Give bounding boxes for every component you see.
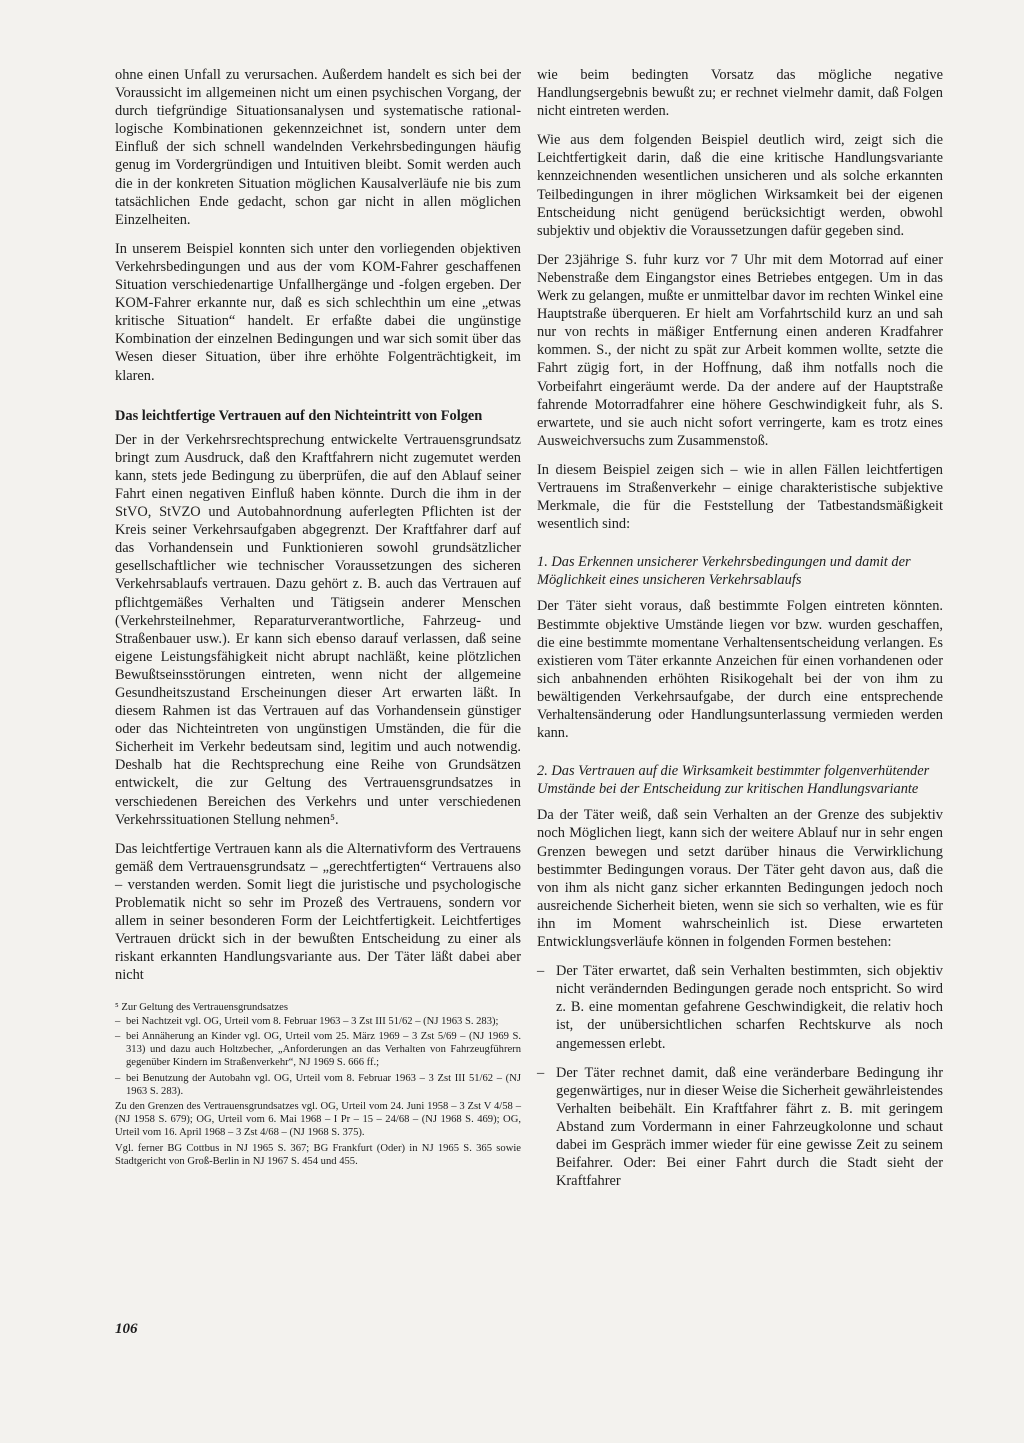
section-heading: Das leichtfertige Vertrauen auf den Nichteintritt von Folgen (115, 407, 483, 424)
footnote-item: – bei Annäherung an Kinder vgl. OG, Urteil vom 25. März 1969 – 3 Zst 5/69 – (NJ 1969 S. 313) und dazu auch Holtzbecher, „Anforderungen an das Verhalten von Fahrzeugführern gegenüber Kindern im Straßenverkehr“, NJ 1969 S. 666 ff.; (115, 1030, 521, 1070)
subsection-heading: 1. Das Erkennen unsicherer Verkehrsbedingungen und damit der Möglichkeit eines unsicheren Verkehrsablaufs (537, 554, 911, 589)
subsection-heading: 2. Das Vertrauen auf die Wirksamkeit bestimmter folgenverhütender Umstände bei der Entscheidung zur kritischen Handlungsvariante (537, 763, 930, 798)
paragraph: ohne einen Unfall zu verursachen. Außerdem handelt es sich bei der Voraussicht im allgemeinen nicht um einen psychischen Vorgang, der durch tiefgründige Situationsanalysen und systematische rational-logische Kombinationen gekennzeichnet ist, sondern unter dem Einfluß der sich schnell wandelnden Verkehrsbedingungen häufig genug im Vordergründigen und Intuitiven bleibt. Somit werden auch die in der konkreten Situation möglichen Kausalverläufe nie bis zum tatsächlichen Ende gedacht, schon gar nicht in allen möglichen Einzelheiten. (115, 67, 521, 228)
paragraph: wie beim bedingten Vorsatz das mögliche negative Handlungsergebnis bewußt zu; er rechnet vielmehr damit, daß Folgen nicht eintreten werden. (537, 67, 943, 120)
paragraph: In diesem Beispiel zeigen sich – wie in allen Fällen leichtfertigen Vertrauens im Straßenverkehr – einige charakteristische subjektive Merkmale, die für die Feststellung der Tatbestandsmäßigkeit wesentlich sind: (537, 461, 943, 533)
paragraph: Der 23jährige S. fuhr kurz vor 7 Uhr mit dem Motorrad auf einer Nebenstraße dem Eingangstor eines Betriebes entgegen. Um in das Werk zu gelangen, mußte er unmittelbar davor im rechten Winkel eine Hauptstraße überqueren. Er hielt am Vorfahrtschild kurz an und sah nur von rechts in mäßiger Entfernung einen anderen Kradfahrer kommen. S., der nicht zu spät zur Arbeit kommen wollte, setzte die Fahrt zügig fort, in der Hoffnung, daß ihm notfalls noch die Vorbeifahrt eingeräumt werde. Da der andere auf der Hauptstraße fahrende Motorradfahrer eine höhere Geschwindigkeit fuhr, als S. erwartete, und sie auch nicht sofort verringerte, kam es trotz eines Ausweichversuchs zum Zusammenstoß. (537, 251, 943, 449)
paragraph: Das leichtfertige Vertrauen kann als die Alternativform des Vertrauens gemäß dem Vertrauensgrundsatz – „gerechtfertigten“ Vertrauens also – verstanden werden. Somit liegt die juristische und psychologische Problematik nicht so sehr im Prozeß des Vertrauens, sondern vor allem in seiner besonderen Form der Leichtfertigkeit. Leichtfertiges Vertrauen drückt sich in der bewußten Entscheidung zu einer als riskant erkannten Handlungsvariante aus. Der Täter läßt dabei aber nicht (115, 840, 521, 984)
footnote-item: Vgl. ferner BG Cottbus in NJ 1965 S. 367; BG Frankfurt (Oder) in NJ 1965 S. 365 sowie Stadtgericht von Groß-Berlin in NJ 1967 S. 454 und 455. (115, 1142, 521, 1167)
dash-list (537, 962, 943, 1190)
paragraph: Der Täter sieht voraus, daß bestimmte Folgen eintreten könnten. Bestimmte objektive Umstände liegen vor bzw. wurden geschaffen, die eine bestimmte momentane Verhaltensentscheidung verlangen. Es existieren vom Täter erkannte Anzeichen für einen vorhandenen oder sich anbahnenden erhöhten Risikogehalt bei der von ihm zu bewältigenden Verkehrsaufgabe, der durch eine entsprechende Verhaltensänderung oder Handlungsunterlassung vermieden werden kann. (537, 598, 943, 742)
footnote-item: – bei Benutzung der Autobahn vgl. OG, Urteil vom 8. Februar 1963 – 3 Zst III 51/62 – (NJ 1963 S. 283). (115, 1072, 521, 1098)
left-column (115, 66, 521, 1170)
paragraph: Der in der Verkehrsrechtsprechung entwickelte Vertrauensgrundsatz bringt zum Ausdruck, daß den Kraftfahrern nicht zugemutet werden kann, stets jede Bedingung zu überprüfen, die auf den Ablauf seiner Fahrt einen negativen Einfluß haben könnte. Durch die ihm in der StVO, StVZO und Autobahnordnung auferlegten Pflichten ist der Kreis seiner Verkehrsaufgaben abgegrenzt. Der Kraftfahrer darf auf das Vorhandensein und Funktionieren sowohl grundsätzlicher gesellschaftlicher wie technischer Voraussetzungen des sicheren Verkehrsablaufs vertrauen. Dazu gehört z. B. auch das Vertrauen auf pflichtgemäßes Verhalten und Tätigsein anderer Menschen (Verkehrsteilnehmer, Reparaturverantwortliche, Fahrzeug- und Straßenbauer usw.). Er kann sich ebenso darauf verlassen, daß seine eigene Leistungsfähigkeit nicht abrupt nachläßt, keine plötzlichen Bewußtseinsstörungen eintreten, wenn nicht der allgemeine Gesundheitszustand Erscheinungen dieser Art erwarten läßt. In diesem Rahmen ist das Vertrauen auf das Vorhandensein günstiger oder das Nichteintreten von ungünstigen Umständen, die für die Sicherheit im Verkehr bedeutsam sind, legitim und auch notwendig. Deshalb hat die Rechtsprechung eine Reihe von Grundsätzen entwickelt, die zur Geltung des Vertrauensgrundsatzes in verschiedenen Bereichen des Verkehrs und unter verschiedenen Verkehrssituationen Stellung nehmen⁵. (115, 431, 521, 828)
paragraph: Wie aus dem folgenden Beispiel deutlich wird, zeigt sich die Leichtfertigkeit darin, daß die eine kritische Handlungsvariante kennzeichnenden wesentlichen unsicheren und als solche erkannten Teilbedingungen in ihrer möglichen Wirksamkeit bei der eigenen Entscheidung nicht genügend berücksichtigt werden, obwohl subjektiv und objektiv die Voraussetzungen dafür gegeben sind. (537, 132, 943, 239)
footnote-item: Zu den Grenzen des Vertrauensgrundsatzes vgl. OG, Urteil vom 24. Juni 1958 – 3 Zst V 4/58 – (NJ 1958 S. 679); OG, Urteil vom 6. Mai 1968 – I Pr – 15 – 24/68 – (NJ 1968 S. 469); OG, Urteil vom 16. April 1968 – 3 Zst 4/68 – (NJ 1968 S. 375). (115, 1100, 521, 1139)
footnote-item: – bei Nachtzeit vgl. OG, Urteil vom 8. Februar 1963 – 3 Zst III 51/62 – (NJ 1963 S. 283); (115, 1015, 521, 1028)
footnotes (115, 1001, 521, 1168)
footnote-intro: ⁵ Zur Geltung des Vertrauensgrundsatzes (115, 1001, 288, 1013)
right-column (537, 66, 943, 1201)
list-item: – Der Täter erwartet, daß sein Verhalten bestimmten, sich objektiv nicht verändernden Bedingungen gerade noch entspricht. So wird z. B. eine momentan gefahrene Geschwindigkeit, die relativ hoch ist, der unübersichtlichen scharfen Rechtskurve als noch angemessen erlebt. (537, 962, 943, 1052)
list-item: – Der Täter rechnet damit, daß eine veränderbare Bedingung ihr gegenwärtiges, nur in dieser Weise die Sicherheit gewährleistendes Verhalten beibehält. Ein Kraftfahrer fährt z. B. mit geringem Abstand zum Vordermann in einer Fahrzeugkolonne und schaut dabei im Gespräch immer wieder für eine gewisse Zeit zu seinem Beifahrer. Oder: Bei einer Fahrt durch die Stadt sieht der Kraftfahrer (537, 1064, 943, 1191)
page-number: 106 (115, 1321, 138, 1337)
paragraph: Da der Täter weiß, daß sein Verhalten an der Grenze des subjektiv noch Möglichen liegt, kann sich der weitere Ablauf nur in sehr engen Grenzen bewegen und setzt darüber hinaus die Verwirklichung bestimmter Bedingungen voraus. Der Täter geht davon aus, daß die von ihm als nicht ganz sicher erkannten Bedingungen jedoch noch ausreichende Sicherheit bieten, wenn sie sich so verhalten, wie es für ihn im Moment wahrscheinlich ist. Diese erwarteten Entwicklungsverläufe können in folgenden Formen bestehen: (537, 807, 943, 951)
paragraph: In unserem Beispiel konnten sich unter den vorliegenden objektiven Verkehrsbedingungen und aus der vom KOM-Fahrer geschaffenen Situation verschiedenartige Unfallhergänge und -folgen ergeben. Der KOM-Fahrer erkannte nur, daß es sich schlechthin um eine „etwas kritische Situation“ handelt. Er erfaßte dabei die ungünstige Kombination der einzelnen Bedingungen und war sich somit über das Wesen dieser Situation, über ihre erhöhte Folgenträchtigkeit, im klaren. (115, 240, 521, 384)
